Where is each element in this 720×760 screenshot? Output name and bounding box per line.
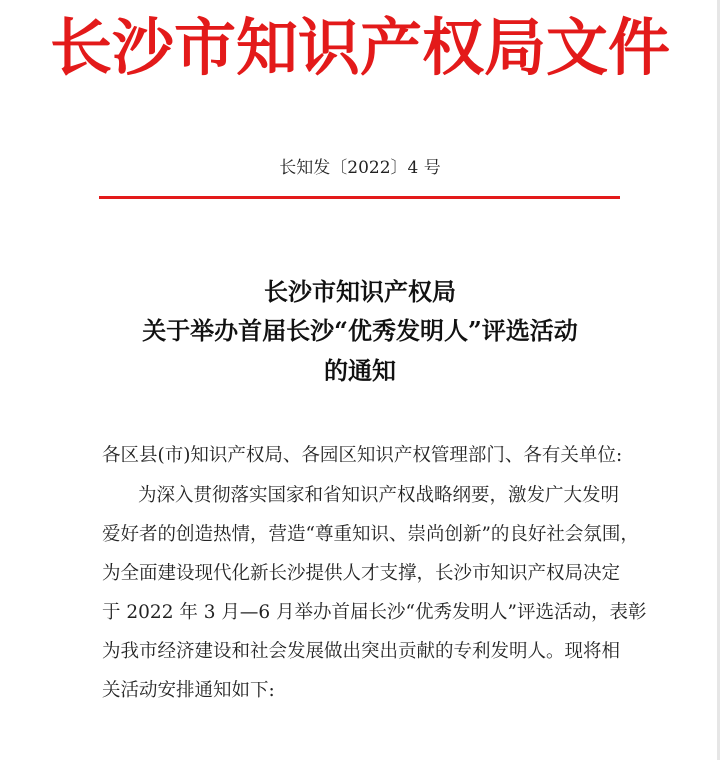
red-divider-line — [99, 196, 620, 199]
body-line: 爱好者的创造热情，营造“尊重知识、崇尚创新”的良好社会氛围， — [102, 524, 639, 545]
notice-title-line-3: 的通知 — [324, 356, 396, 385]
body-line: 关活动安排通知如下: — [102, 680, 275, 701]
notice-title-line-2: 关于举办首届长沙“优秀发明人”评选活动 — [142, 316, 578, 345]
body-line: 为全面建设现代化新长沙提供人才支撑，长沙市知识产权局决定 — [102, 563, 621, 584]
body-line: 于 2022 年 3 月—6 月举办首届长沙“优秀发明人”评选活动，表彰 — [102, 602, 647, 623]
document-header-title: 长沙市知识产权局文件 — [49, 11, 670, 84]
salutation: 各区县(市)知识产权局、各园区知识产权管理部门、各有关单位: — [102, 445, 623, 466]
body-line: 为深入贯彻落实国家和省知识产权战略纲要，激发广大发明 — [138, 485, 620, 506]
document-number: 长知发〔2022〕4 号 — [279, 158, 441, 178]
notice-title-line-1: 长沙市知识产权局 — [264, 277, 456, 306]
body-line: 为我市经济建设和社会发展做出突出贡献的专利发明人。现将相 — [102, 641, 621, 662]
